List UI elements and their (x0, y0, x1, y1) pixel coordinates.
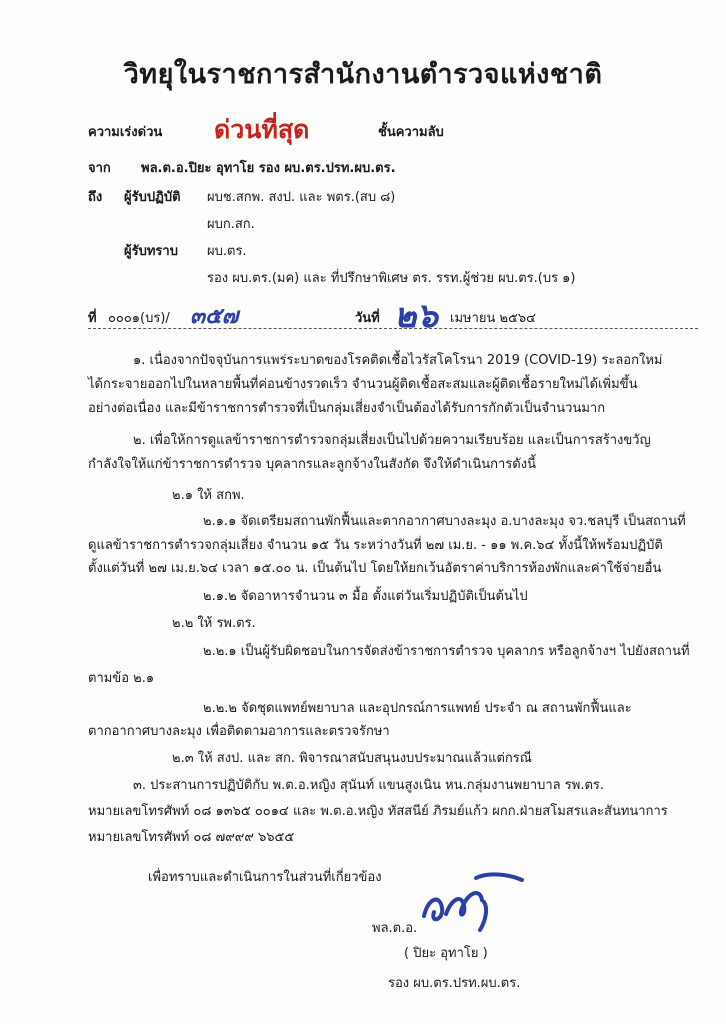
signature-name: ( ปิยะ อุทาโย ) (404, 946, 488, 961)
section-2-2-1-line-2: ตามข้อ ๒.๑ (88, 671, 155, 686)
para-3-line-3: หมายเลขโทรศัพท์ ๐๘ ๗๙๙๙ ๖๖๕๕ (88, 830, 295, 845)
info-recipients-label: ผู้รับทราบ (124, 244, 178, 259)
section-2-1-1-line-2: ดูแลข้าราชการตำรวจกลุ่มเสี่ยง จำนวน ๑๕ วัน ระหว่างวันที่ ๒๗ เม.ย. - ๑๑ พ.ค.๖๔ ทั้งนี้ให้พร้อมปฏิบัติ (88, 538, 663, 553)
para-1-line-2: ได้กระจายออกไปในหลายพื้นที่ค่อนข้างรวดเร็ว จำนวนผู้ติดเชื้อสะสมและผู้ติดเชื้อรายใหม่ได้เพิ่มขึ้น (88, 377, 638, 392)
secrecy-label: ชั้นความลับ (378, 125, 444, 140)
para-3-line-1: ๓. ประสานการปฏิบัติกับ พ.ต.อ.หญิง สุนันท์ แขนสูงเนิน หน.กลุ่มงานพยาบาล รพ.ตร. (133, 778, 605, 793)
document-title: วิทยุในราชการสำนักงานตำรวจแห่งชาติ (123, 59, 603, 90)
section-2-2-2-line-2: ตากอากาศบางละมุง เพื่อติดตามอาการและตรวจรักษา (88, 724, 390, 739)
para-1-line-1: ๑. เนื่องจากปัจจุบันการแพร่ระบาดของโรคติดเชื้อไวรัสโคโรนา 2019 (COVID-19) ระลอกใหม่ (133, 353, 663, 368)
closing-line: เพื่อทราบและดำเนินการในส่วนที่เกี่ยวข้อง (148, 870, 382, 885)
urgency-stamp: ด่วนที่สุด (214, 115, 310, 144)
urgency-label: ความเร่งด่วน (88, 125, 163, 140)
reference-number-prefix: ๐๐๐๑(บร)/ (108, 311, 170, 326)
section-2-1-2: ๒.๑.๒ จัดอาหารจำนวน ๓ มื้อ ตั้งแต่วันเริ่มปฏิบัติเป็นต้นไป (203, 589, 528, 604)
signature-position: รอง ผบ.ตร.ปรท.ผบ.ตร. (388, 976, 521, 991)
section-2-3: ๒.๓ ให้ สงป. และ สก. พิจารณาสนับสนุนงบประมาณแล้วแต่กรณี (172, 751, 532, 766)
date-label: วันที่ (355, 311, 380, 326)
section-2-1-1-line-3: ตั้งแต่วันที่ ๒๗ เม.ย.๖๔ เวลา ๑๕.๐๐ น. เป็นต้นไป โดยให้ยกเว้นอัตราค่าบริการห้องพักและค่าใช้จ่ายอื่น (88, 561, 662, 576)
date-month-year: เมษายน ๒๕๖๔ (450, 311, 537, 326)
reference-number-handwritten: ๓๕๗ (190, 303, 239, 329)
section-2-1: ๒.๑ ให้ สกพ. (172, 488, 245, 503)
action-recipients-line1: ผบช.สกพ. สงป. และ พตร.(สบ ๘) (207, 190, 396, 205)
section-2-1-1-line-1: ๒.๑.๑ จัดเตรียมสถานพักฟื้นและตากอากาศบางละมุง อ.บางละมุง จว.ชลบุรี เป็นสถานที่ (203, 514, 686, 529)
date-day-handwritten: ๒๖ (394, 296, 438, 336)
para-2-line-2: กำลังใจให้แก่ข้าราชการตำรวจ บุคลากรและลูกจ้างในสังกัด จึงให้ดำเนินการดังนี้ (88, 457, 536, 472)
from-label: จาก (88, 161, 111, 176)
action-recipients-label: ผู้รับปฏิบัติ (124, 190, 181, 205)
to-label: ถึง (88, 190, 103, 205)
para-3-line-2: หมายเลขโทรศัพท์ ๐๘ ๑๓๖๕ ๐๐๑๔ และ พ.ต.อ.หญิง ทัสสนีย์ ภิรมย์แก้ว ผกก.ฝ่ายสโมสรและสันทนาการ (88, 804, 668, 819)
info-recipients-line2: รอง ผบ.ตร.(มค) และ ที่ปรึกษาพิเศษ ตร. รรท.ผู้ช่วย ผบ.ตร.(บร ๑) (207, 271, 576, 286)
handwritten-signature (418, 868, 528, 938)
info-recipients-line1: ผบ.ตร. (207, 244, 247, 259)
para-2-line-1: ๒. เพื่อให้การดูแลข้าราชการตำรวจกลุ่มเสี่ยงเป็นไปด้วยความเรียบร้อย และเป็นการสร้างขวัญ (133, 433, 651, 448)
section-2-2-1-line-1: ๒.๒.๑ เป็นผู้รับผิดชอบในการจัดส่งข้าราชการตำรวจ บุคลากร หรือลูกจ้างฯ ไปยังสถานที่ (203, 644, 690, 659)
action-recipients-line2: ผบก.สก. (207, 217, 255, 232)
reference-number-label: ที่ (88, 311, 97, 326)
section-2-2: ๒.๒ ให้ รพ.ตร. (172, 616, 256, 631)
signature-rank: พล.ต.อ. (372, 921, 418, 936)
from-value: พล.ต.อ.ปิยะ อุทาโย รอง ผบ.ตร.ปรท.ผบ.ตร. (141, 161, 396, 176)
header-divider (88, 328, 698, 329)
section-2-2-2-line-1: ๒.๒.๒ จัดชุดแพทย์พยาบาล และอุปกรณ์การแพทย์ ประจำ ณ สถานพักฟื้นและ (203, 701, 632, 716)
para-1-line-3: อย่างต่อเนื่อง และมีข้าราชการตำรวจที่เป็นกลุ่มเสี่ยงจำเป็นต้องได้รับการกักตัวเป็นจำนวนมาก (88, 401, 606, 416)
